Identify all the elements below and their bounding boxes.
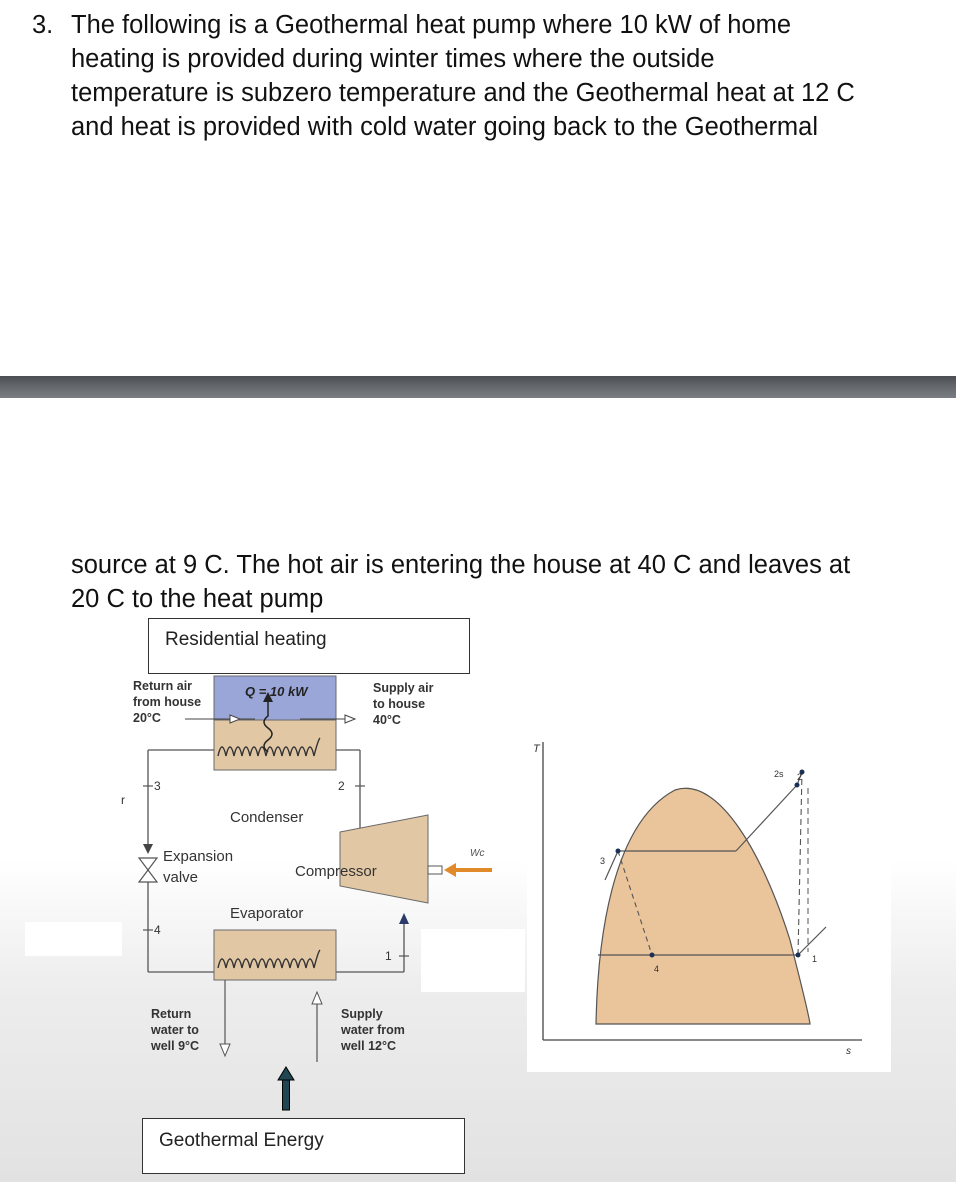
question-line: heating is provided during winter times where the outside [71, 45, 715, 73]
return-water-arrow [220, 1044, 230, 1056]
return-air-label: from house [133, 695, 202, 709]
heat-pump-schematic [0, 640, 540, 1070]
desuperheat-line [736, 785, 797, 851]
point-label: 2s [774, 769, 784, 779]
state-point [795, 783, 800, 788]
expansion-valve-label: valve [163, 869, 199, 886]
question-continuation [71, 548, 951, 616]
state-1-label: 1 [385, 949, 392, 963]
point-label: 4 [654, 964, 660, 974]
point-label: 1 [812, 954, 818, 964]
supply-water-label: water from [341, 1023, 405, 1037]
point-label: 2 [797, 772, 803, 782]
supply-water-label: Supply [341, 1007, 383, 1021]
supply-air-temp: 40°C [373, 713, 401, 727]
flow-arrow [399, 913, 409, 924]
work-label: Wc [470, 848, 485, 859]
t-axis-label: T [533, 743, 540, 755]
geothermal-energy-label: Geothermal Energy [159, 1130, 324, 1151]
supply-water-arrow [312, 992, 322, 1004]
ts-diagram-panel [527, 650, 891, 1072]
question-line: The following is a Geothermal heat pump where 10 kW of home [71, 11, 792, 39]
state-point [616, 849, 621, 854]
state-point [650, 953, 655, 958]
geothermal-energy-box [142, 1118, 465, 1174]
point-label: 3 [600, 856, 606, 866]
compressor-label: Compressor [295, 863, 377, 880]
residential-heating-label: Residential heating [165, 629, 327, 650]
return-air-label: Return air [133, 679, 193, 693]
state-4-label: 4 [154, 923, 161, 937]
question-line: 20 C to the heat pump [71, 585, 324, 613]
saturation-dome [596, 788, 810, 1024]
work-input-arrow [444, 863, 456, 877]
expansion-valve-icon [139, 858, 157, 870]
expansion-valve-icon [139, 870, 157, 882]
residential-heating-box [148, 618, 470, 674]
white-patch [421, 929, 525, 992]
compressor-body [340, 815, 428, 903]
supply-air-label: to house [373, 697, 426, 711]
compressor-shaft [428, 866, 442, 874]
compression-line [798, 772, 802, 955]
question-number: 3. [32, 11, 54, 39]
return-water-temp: well 9°C [151, 1039, 200, 1053]
page-divider [0, 376, 956, 398]
return-water-label: Return [151, 1007, 192, 1021]
white-patch [25, 922, 122, 956]
question-text [32, 8, 952, 144]
flow-arrow [143, 844, 153, 854]
state-point [796, 953, 801, 958]
question-line: and heat is provided with cold water going back to the Geothermal [71, 113, 819, 141]
question-line: temperature is subzero temperature and the Geothermal heat at 12 C [71, 79, 855, 107]
expansion-valve-label: Expansion [163, 848, 234, 865]
state-3-label: 3 [154, 779, 161, 793]
evaporator-label: Evaporator [230, 905, 304, 922]
s-axis-label: s [846, 1046, 851, 1057]
condenser-label: Condenser [230, 809, 304, 826]
supply-air-arrow [345, 715, 355, 723]
heat-rate-label: Q = 10 kW [245, 684, 308, 699]
supply-water-temp: well 12°C [341, 1039, 397, 1053]
question-line: source at 9 C. The hot air is entering the house at 40 C and leaves at [71, 551, 851, 579]
superheat-line [798, 927, 826, 955]
return-water-label: water to [151, 1023, 199, 1037]
return-air-temp: 20°C [133, 711, 161, 725]
supply-air-label: Supply air [373, 681, 434, 695]
state-2-label: 2 [338, 779, 345, 793]
ts-diagram [527, 650, 891, 1072]
edge-letter: r [121, 793, 125, 807]
up-arrow-icon [276, 1066, 296, 1112]
